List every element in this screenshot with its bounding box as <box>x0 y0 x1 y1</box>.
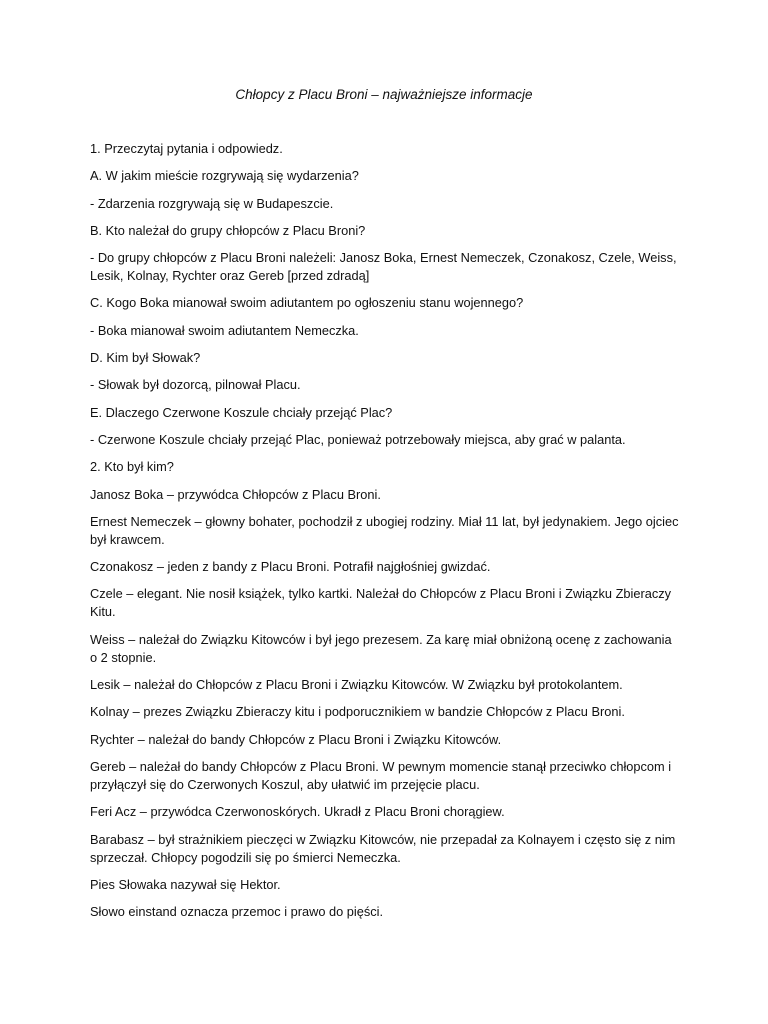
answer-b: - Do grupy chłopców z Placu Broni należeli: Janosz Boka, Ernest Nemeczek, Czonakosz, Czele, Weiss, Lesik, Kolnay, Rychter oraz Gereb [przed zdradą] <box>90 250 677 284</box>
document-body <box>90 140 680 930</box>
question-b: B. Kto należał do grupy chłopców z Placu Broni? <box>90 222 366 238</box>
character-feri-acz: Feri Acz – przywódca Czerwonoskórych. Ukradł z Placu Broni chorągiew. <box>90 804 505 820</box>
character-weiss: Weiss – należał do Związku Kitowców i był jego prezesem. Za karę miał obniżoną ocenę z zachowania o 2 stopnie. <box>90 631 672 665</box>
character-barabasz: Barabasz – był strażnikiem pieczęci w Związku Kitowców, nie przepadał za Kolnayem i często się z nim sprzeczał. Chłopcy pogodzili się po śmierci Nemeczka. <box>90 831 676 865</box>
character-kolnay: Kolnay – prezes Związku Zbieraczy kitu i podporucznikiem w bandzie Chłopców z Placu Broni. <box>90 704 625 720</box>
answer-e: - Czerwone Koszule chciały przejąć Plac, ponieważ potrzebowały miejsca, aby grać w palanta. <box>90 431 626 447</box>
character-czele: Czele – elegant. Nie nosił książek, tylko kartki. Należał do Chłopców z Placu Broni i Związku Zbieraczy Kitu. <box>90 586 672 620</box>
instruction-1: 1. Przeczytaj pytania i odpowiedz. <box>90 141 283 156</box>
character-rychter: Rychter – należał do bandy Chłopców z Placu Broni i Związku Kitowców. <box>90 731 502 747</box>
question-e: E. Dlaczego Czerwone Koszule chciały przejąć Plac? <box>90 404 393 420</box>
instruction-2: 2. Kto był kim? <box>90 459 174 475</box>
fact-einstand: Słowo einstand oznacza przemoc i prawo do pięści. <box>90 904 384 920</box>
document-title: Chłopcy z Placu Broni – najważniejsze informacje <box>235 87 533 102</box>
character-nemeczek: Ernest Nemeczek – głowny bohater, pochodził z ubogiej rodziny. Miał 11 lat, był jedynakiem. Jego ojciec był krawcem. <box>90 513 679 547</box>
question-c: C. Kogo Boka mianował swoim adiutantem po ogłoszeniu stanu wojennego? <box>90 295 524 311</box>
character-gereb: Gereb – należał do bandy Chłopców z Placu Broni. W pewnym momencie stanął przeciwko chłopcom i przyłączył się do Czerwonych Koszul, aby ułatwić im przejęcie placu. <box>90 758 672 792</box>
answer-d: - Słowak był dozorcą, pilnował Placu. <box>90 377 301 393</box>
fact-hektor: Pies Słowaka nazywał się Hektor. <box>90 876 281 892</box>
character-czonakosz: Czonakosz – jeden z bandy z Placu Broni. Potrafił najgłośniej gwizdać. <box>90 559 491 575</box>
answer-a: - Zdarzenia rozgrywają się w Budapeszcie. <box>90 195 334 211</box>
character-boka: Janosz Boka – przywódca Chłopców z Placu Broni. <box>90 486 381 502</box>
question-d: D. Kim był Słowak? <box>90 350 201 366</box>
character-lesik: Lesik – należał do Chłopców z Placu Broni i Związku Kitowców. W Związku był protokolantem. <box>90 677 623 693</box>
answer-c: - Boka mianował swoim adiutantem Nemeczka. <box>90 322 359 338</box>
question-a: A. W jakim mieście rozgrywają się wydarzenia? <box>90 168 359 184</box>
